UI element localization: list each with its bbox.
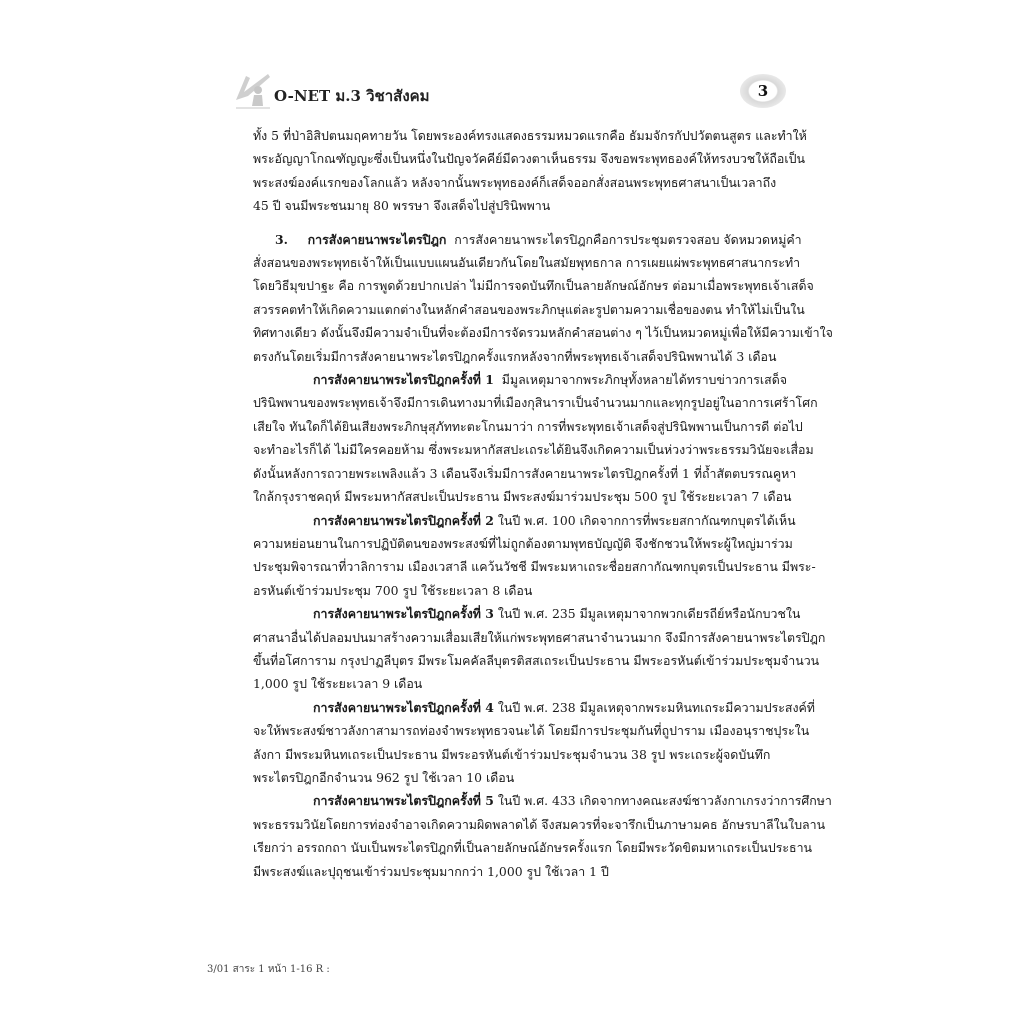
text-line: จะทำอะไรก็ได้ ไม่มีใครคอยห้าม ซึ่งพระมหากัสสปะเถระได้ยินจึงเกิดความเป็นห่วงว่าพระธรรมวินัยจะเสื่อม <box>253 442 814 458</box>
council-heading: การสังคายนาพระไตรปิฎกครั้งที่ 5 <box>313 793 494 809</box>
section-heading: การสังคายนาพระไตรปิฎก <box>307 231 447 247</box>
text-line: พระสงฆ์องค์แรกของโลกแล้ว หลังจากนั้นพระพุทธองค์ก็เสด็จออกสั่งสอนพระพุทธศาสนาเป็นเวลาถึง <box>253 174 777 190</box>
council-4-paragraph <box>253 696 815 790</box>
text-line: มีพระสงฆ์และปุถุชนเข้าร่วมประชุมมากกว่า 1,000 รูป ใช้เวลา 1 ปี <box>253 863 609 879</box>
text-line: ตรงกันโดยเริ่มมีการสังคายนาพระไตรปิฎกครั้งแรกหลังจากที่พระพุทธเจ้าเสด็จปรินิพพานได้ 3 เดือน <box>253 348 777 364</box>
text-line: สวรรคตทำให้เกิดความแตกต่างในหลักคำสอนของพระภิกษุแต่ละรูปตามความเชื่อของตน ทำให้ไม่เป็นใน <box>253 301 805 317</box>
text-line <box>253 509 796 532</box>
text-line: พระไตรปิฎกอีกจำนวน 962 รูป ใช้เวลา 10 เดือน <box>253 769 515 785</box>
text-line <box>253 789 832 812</box>
text-line <box>253 602 801 625</box>
logo-icon <box>232 70 274 112</box>
text-line <box>253 696 815 719</box>
text-line: ขึ้นที่อโศการาม กรุงปาฏลีบุตร มีพระโมคคัลลีบุตรติสสเถระเป็นประธาน มีพระอรหันต์เข้าร่วมประชุมจำนวน <box>253 652 820 668</box>
text-run: ในปี พ.ศ. 100 เกิดจากการที่พระยสกากัณฑกบุตรได้เห็น <box>497 512 796 528</box>
page-number-badge <box>740 74 786 108</box>
document-body <box>253 124 833 883</box>
text-line: จะให้พระสงฆ์ชาวลังกาสามารถท่องจำพระพุทธวจนะได้ โดยมีการประชุมกันที่ถูปาราม เมืองอนุราชปุระใน <box>253 723 810 739</box>
text-line: ปรินิพพานของพระพุทธเจ้าจึงมีการเดินทางมาที่เมืองกุสินาราเป็นจำนวนมากและทุกรูปอยู่ในอาการเศร้าโศก <box>253 395 818 411</box>
council-heading: การสังคายนาพระไตรปิฎกครั้งที่ 1 <box>313 372 494 388</box>
text-run: การสังคายนาพระไตรปิฎกคือการประชุมตรวจสอบ จัดหมวดหมู่คำ <box>454 231 802 247</box>
council-1-paragraph <box>253 368 818 508</box>
text-line: 1,000 รูป ใช้ระยะเวลา 9 เดือน <box>253 676 423 692</box>
text-line: ลังกา มีพระมหินทเถระเป็นประธาน มีพระอรหันต์เข้าร่วมประชุมจำนวน 38 รูป พระเถระผู้จดบันทึก <box>253 746 771 762</box>
text-line: ทิศทางเดียว ดังนั้นจึงมีความจำเป็นที่จะต้องมีการจัดรวมหลักคำสอนต่าง ๆ ไว้เป็นหมวดหมู่เพื่อให้มีความเข้าใจ <box>253 325 833 341</box>
text-line: ศาสนาอื่นได้ปลอมปนมาสร้างความเสื่อมเสียให้แก่พระพุทธศาสนาจำนวนมาก จึงมีการสังคายนาพระไตรปิฎก <box>253 629 826 645</box>
text-line: โดยวิธีมุขปาฐะ คือ การพูดด้วยปากเปล่า ไม่มีการจดบันทึกเป็นลายลักษณ์อักษร ต่อมาเมื่อพระพุทธเจ้าเสด็จ <box>253 278 814 294</box>
intro-paragraph <box>253 124 807 218</box>
text-line: พระอัญญาโกณฑัญญะซึ่งเป็นหนึ่งในปัญจวัคคีย์มีดวงตาเห็นธรรม จึงขอพระพุทธองค์ให้ทรงบวชให้ถือเป็น <box>253 151 805 167</box>
text-line: ใกล้กรุงราชคฤห์ มีพระมหากัสสปะเป็นประธาน มีพระสงฆ์มาร่วมประชุม 500 รูป ใช้ระยะเวลา 7 เดือน <box>253 489 792 505</box>
council-2-paragraph <box>253 509 816 603</box>
text-line: อรหันต์เข้าร่วมประชุม 700 รูป ใช้ระยะเวลา 8 เดือน <box>253 582 533 598</box>
section-3-paragraph <box>253 228 833 368</box>
text-line: ดังนั้นหลังการถวายพระเพลิงแล้ว 3 เดือนจึงเริ่มมีการสังคายนาพระไตรปิฎกครั้งที่ 1 ที่ถ้ำสัตตบรรณคูหา <box>253 465 797 481</box>
text-line <box>253 368 788 391</box>
text-line: พระธรรมวินัยโดยการท่องจำอาจเกิดความผิดพลาดได้ จึงสมควรที่จะจารึกเป็นภาษามคธ อักษรบาลีในใบลาน <box>253 816 826 832</box>
page-footer: 3/01 สาระ 1 หน้า 1-16 R : <box>207 964 330 975</box>
council-3-paragraph <box>253 602 826 696</box>
text-run: มีมูลเหตุมาจากพระภิกษุทั้งหลายได้ทราบข่าวการเสด็จ <box>501 372 788 388</box>
section-number: 3. <box>275 231 288 247</box>
header-title: O-NET ม.3 วิชาสังคม <box>274 87 430 105</box>
text-run: ในปี พ.ศ. 433 เกิดจากทางคณะสงฆ์ชาวลังกาเกรงว่าการศึกษา <box>497 793 832 809</box>
council-heading: การสังคายนาพระไตรปิฎกครั้งที่ 2 <box>313 512 494 528</box>
council-5-paragraph <box>253 789 832 883</box>
council-heading: การสังคายนาพระไตรปิฎกครั้งที่ 3 <box>313 606 494 622</box>
page-number: 3 <box>757 82 769 100</box>
text-run: ในปี พ.ศ. 238 มีมูลเหตุจากพระมหินทเถระมีความประสงค์ที่ <box>497 699 815 715</box>
text-line: เรียกว่า อรรถกถา นับเป็นพระไตรปิฎกที่เป็นลายลักษณ์อักษรครั้งแรก โดยมีพระวัดขิตมหาเถระเป็นประธาน <box>253 840 813 856</box>
text-line: ความหย่อนยานในการปฏิบัติตนของพระสงฆ์ที่ไม่ถูกต้องตามพุทธบัญญัติ จึงชักชวนให้พระผู้ใหญ่มาร่วม <box>253 535 793 551</box>
text-run: ในปี พ.ศ. 235 มีมูลเหตุมาจากพวกเดียรถีย์หรือนักบวชใน <box>497 606 801 622</box>
page-header <box>232 70 792 114</box>
text-line: 45 ปี จนมีพระชนมายุ 80 พรรษา จึงเสด็จไปสู่ปรินิพพาน <box>253 198 551 214</box>
text-line: สั่งสอนของพระพุทธเจ้าให้เป็นแบบแผนอันเดียวกันโดยในสมัยพุทธกาล การเผยแผ่พระพุทธศาสนากระทำ <box>253 255 801 271</box>
text-line <box>253 228 802 251</box>
council-heading: การสังคายนาพระไตรปิฎกครั้งที่ 4 <box>313 699 494 715</box>
text-line: ประชุมพิจารณาที่วาลิการาม เมืองเวสาลี แคว้นวัชชี มีพระมหาเถระชื่อยสกากัณฑกบุตรเป็นประธาน มีพระ- <box>253 559 816 575</box>
text-line: ทั้ง 5 ที่ป่าอิสิปตนมฤคทายวัน โดยพระองค์ทรงแสดงธรรมหมวดแรกคือ ธัมมจักรกัปปวัตตนสูตร และทำให้ <box>253 128 807 143</box>
text-line: เสียใจ ทันใดก็ได้ยินเสียงพระภิกษุสุภัททะตะโกนมาว่า การที่พระพุทธเจ้าเสด็จสู่ปรินิพพานเป็นการดี ต่อไป <box>253 418 803 434</box>
